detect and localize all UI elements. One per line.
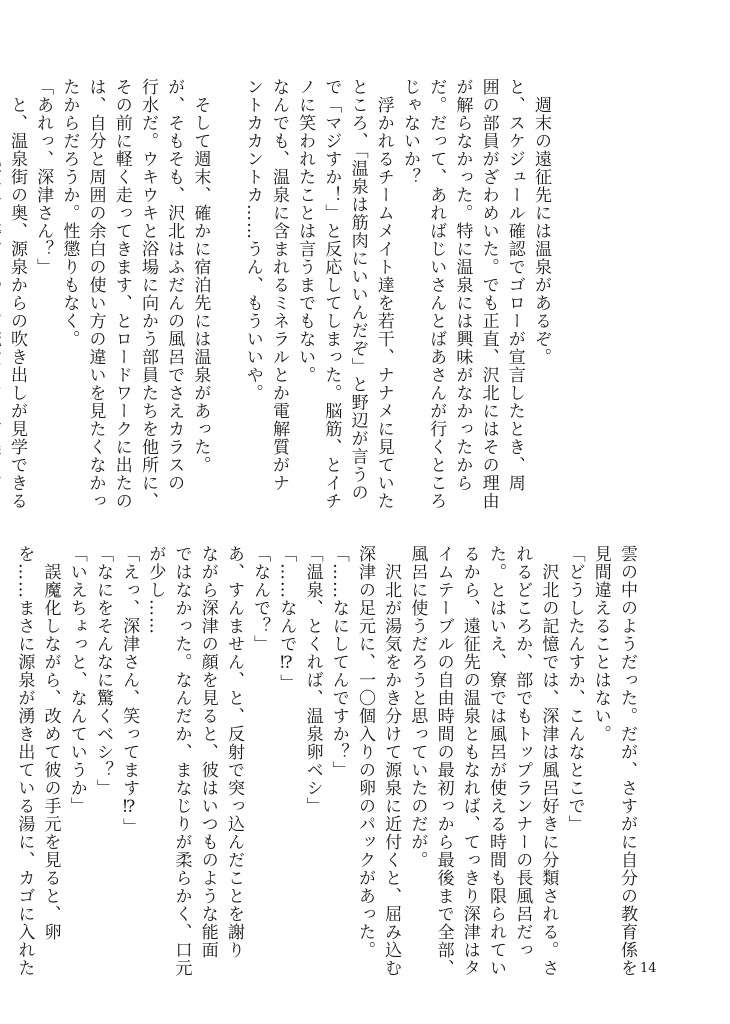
text-column: は、自分と周囲の余白の使い方の違いを見たくなかっ (85, 78, 106, 510)
text-column: 「あれっ、深津さん？」 (33, 78, 54, 276)
text-column: 沢北の記憶では、深津は風呂好きに分類される。さ (538, 545, 559, 977)
text-column: その前に軽く走ってきます、とロードワークに出たの (111, 78, 132, 510)
text-column: イムテーブルの自由時間の最初っから最後まで全部、 (433, 545, 454, 977)
text-column: を……まさに源泉が湧き出ている湯に、カゴに入れた (14, 545, 35, 977)
text-column: じゃないか？ (399, 78, 420, 186)
text-column: 「なんで？」 (250, 545, 271, 653)
text-column (0, 78, 4, 478)
text-column: ノに笑われたことは言うまでもない。 (295, 78, 316, 384)
text-column: ではなかった。なんだか、まなじりが柔らかく、口元 (171, 545, 192, 977)
text-column: だ。だって、あればじいさんとばあさんが行くところ (426, 78, 447, 510)
text-column: で「マジすか！」と反応してしまった。脳筋、とイチ (321, 78, 342, 510)
text-column: 「えっ、深津さん、笑ってます⁉」 (119, 545, 140, 836)
text-column: ところ、「温泉は筋肉にいいんだぞ」と野辺が言うの (347, 78, 368, 502)
text-column: と、スケジュール確認でゴローが宣言したとき、周 (504, 78, 525, 492)
text-column: 風呂に使うだろうと思っていたのだが。 (407, 545, 428, 869)
text-block-bottom (14, 545, 640, 977)
text-column: た。とはいえ、寮では風呂が使える時間も限られてい (485, 545, 506, 977)
text-column: 見間違えることはない。 (590, 545, 611, 743)
text-block-top (6, 78, 554, 510)
text-column: 深津の足元に、一〇個入りの卵のパックがあった。 (354, 545, 375, 959)
text-column: 「どうしたんすか、こんなとこで」 (564, 545, 585, 833)
text-column: 雲の中のようだった。だが、さすがに自分の教育係を (617, 545, 637, 977)
text-column: なんでも、温泉に含まれるミネラルとか電解質がナ (268, 78, 289, 492)
text-column: 囲の部員がざわめいた。でも正直、沢北にはその理由 (478, 78, 499, 510)
text-column (213, 78, 239, 478)
text-column: 「……なんで⁉」 (276, 545, 297, 692)
text-column: たからだろうか。性懲りもなく。 (59, 78, 80, 348)
text-column: そして週末、確かに宿泊先には温泉があった。 (190, 78, 211, 474)
text-column: あ、すんません、と、反射で突っ込んだことを謝り (223, 545, 244, 959)
text-column: 「……なにしてんですか？」 (328, 545, 349, 779)
text-column: が少し…… (145, 545, 166, 635)
text-column: 誤魔化しながら、改めて彼の手元を見ると、卵 (40, 545, 61, 941)
text-column: 浮かれるチームメイト達を若干、ナナメに見ていた (373, 78, 394, 510)
text-column: 「温泉、とくれば、温泉卵ベシ」 (302, 545, 323, 815)
text-column: と、温泉街の奥、源泉からの吹き出しが見学できる (6, 78, 27, 510)
text-column: ながら深津の顔を見ると、彼はいつものような能面 (197, 545, 218, 959)
text-column: 週末の遠征先には温泉があるぞ。 (531, 78, 551, 366)
text-column: 沢北が湯気をかき分けて源泉に近付くと、屈み込む (381, 545, 402, 977)
text-column: 「いえちょっと、なんていうか」 (66, 545, 87, 815)
text-column: ントカカントカ……うん、もういいや。 (242, 78, 263, 402)
text-column: 行水だ。ウキウキと浴場に向かう部員たちを他所に、 (137, 78, 158, 510)
text-column: るから、遠征先の温泉ともなれば、てっきり深津はタ (459, 545, 480, 977)
text-column: が解らなかった。特に温泉には興味がなかったから (452, 78, 473, 492)
text-column: 「なにをそんなに驚くベシ？」 (92, 545, 113, 797)
page-number: 14 (640, 961, 657, 976)
text-column: が、そもそも、沢北はふだんの風呂でさえカラスの (164, 78, 185, 492)
text-column: れるどころか、部でもトップランナーの長風呂だっ (512, 545, 533, 959)
